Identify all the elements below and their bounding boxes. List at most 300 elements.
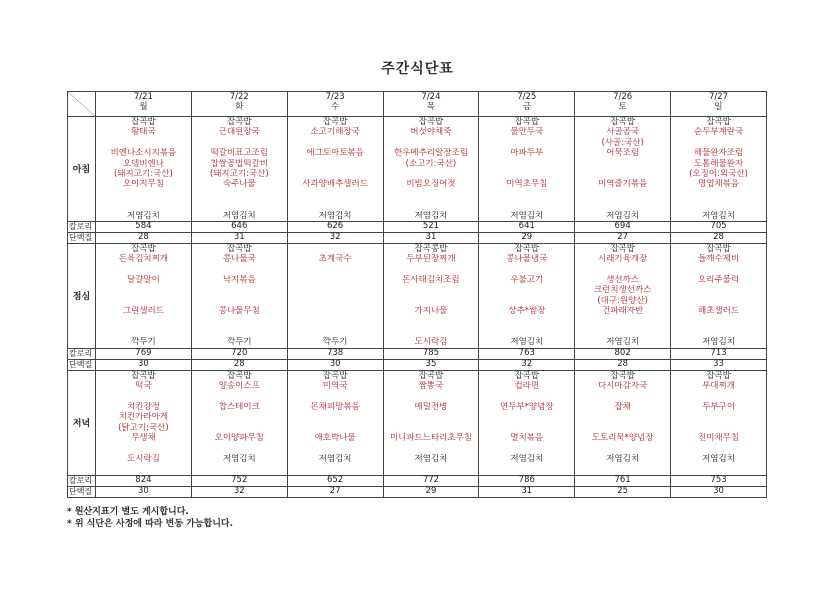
menu-cell <box>96 117 192 222</box>
day-name: 금 <box>522 102 531 112</box>
menu-cell <box>96 370 192 475</box>
menu-item <box>384 412 479 422</box>
protein-value: 31 <box>383 232 479 243</box>
menu-item: 잡곡밥 <box>706 117 731 127</box>
menu-item: 저염김치 <box>606 210 640 221</box>
protein-value: 35 <box>383 359 479 370</box>
menu-item <box>384 296 479 306</box>
menu-item: 미역초무침 <box>506 179 548 190</box>
menu-item <box>384 265 479 275</box>
menu-item <box>288 423 383 433</box>
menu-item: 저염김치 <box>606 337 640 348</box>
menu-item <box>288 327 383 337</box>
menu-item: 잡곡밥 <box>610 243 635 254</box>
menu-item <box>575 190 670 200</box>
menu-item: (소고기:국산) <box>405 158 457 169</box>
calorie-label: 칼로리 <box>68 475 96 486</box>
protein-value: 30 <box>96 359 192 370</box>
calorie-label: 칼로리 <box>68 348 96 359</box>
menu-item: 잡곡밥 <box>226 243 252 254</box>
menu-item <box>575 423 670 433</box>
menu-item <box>479 159 574 169</box>
menu-item <box>96 285 191 295</box>
menu-item: (사골:국산) <box>601 137 644 148</box>
menu-item <box>671 138 766 148</box>
menu-item: 잡곡밥 <box>610 117 635 127</box>
menu-cell <box>383 117 479 222</box>
protein-value: 25 <box>575 486 671 497</box>
menu-item <box>671 423 766 433</box>
menu-item <box>96 296 191 306</box>
menu-item: 가지나물 <box>414 306 448 317</box>
menu-cell <box>287 117 383 222</box>
menu-item <box>671 317 766 327</box>
menu-item <box>479 296 574 306</box>
protein-row <box>68 486 767 497</box>
menu-item <box>671 412 766 422</box>
protein-value: 29 <box>479 232 575 243</box>
protein-value: 27 <box>287 486 383 497</box>
menu-item: 마파두부 <box>510 148 544 159</box>
menu-item <box>575 464 670 474</box>
menu-item: 오리주물럭 <box>698 275 740 286</box>
protein-value: 28 <box>575 359 671 370</box>
menu-cell <box>383 243 479 348</box>
menu-item <box>288 265 383 275</box>
menu-item <box>575 265 670 275</box>
menu-item <box>96 317 191 327</box>
menu-item: 저염김치 <box>510 453 544 464</box>
calorie-value: 786 <box>479 475 575 486</box>
menu-item <box>384 285 479 295</box>
menu-item <box>288 392 383 402</box>
menu-item: 잡곡밥 <box>610 370 635 381</box>
menu-item <box>192 317 287 327</box>
menu-item: 상추*쌈장 <box>508 306 546 317</box>
calorie-value: 752 <box>191 475 287 486</box>
menu-item: (돼지고기:국산) <box>114 168 173 179</box>
menu-item <box>384 464 479 474</box>
menu-item <box>671 464 766 474</box>
calorie-row <box>68 475 767 486</box>
menu-item <box>479 464 574 474</box>
menu-item <box>479 327 574 337</box>
menu-item <box>479 444 574 454</box>
day-name: 수 <box>331 102 340 112</box>
menu-item <box>96 190 191 200</box>
protein-value: 31 <box>191 232 287 243</box>
menu-item: 잡곡밥 <box>131 243 156 254</box>
menu-item: 잡곡밥 <box>226 370 252 381</box>
menu-item: 연두부*양념장 <box>500 401 554 412</box>
menu-item: 잡채 <box>614 401 631 412</box>
menu-item: 오이지무침 <box>122 179 164 190</box>
menu-item: 잡곡밥 <box>418 370 444 381</box>
weekly-menu-table <box>67 91 767 498</box>
menu-cell <box>575 117 671 222</box>
menu-item: 근대된장국 <box>218 127 260 138</box>
menu-item <box>384 200 479 210</box>
menu-item <box>288 285 383 295</box>
menu-item: 부대찌개 <box>702 381 735 392</box>
menu-item: (대구:원양산) <box>597 295 648 306</box>
day-name: 목 <box>426 102 436 112</box>
menu-item <box>575 392 670 402</box>
menu-item <box>384 392 479 402</box>
menu-item <box>192 285 287 295</box>
menu-item <box>671 392 766 402</box>
calorie-row <box>68 221 767 232</box>
meal-row <box>68 243 767 348</box>
menu-item <box>96 392 191 402</box>
protein-value: 31 <box>479 486 575 497</box>
menu-item: 저염김치 <box>318 210 352 221</box>
menu-item <box>192 423 287 433</box>
menu-item: 사과양배추샐러드 <box>302 179 368 190</box>
menu-item: 치킨가라아게 <box>118 412 169 423</box>
menu-cell <box>287 243 383 348</box>
menu-item: 숙주나물 <box>222 179 256 190</box>
menu-item <box>288 306 383 316</box>
calorie-value: 720 <box>191 348 287 359</box>
menu-item <box>96 327 191 337</box>
protein-value: 29 <box>383 486 479 497</box>
menu-item: 콩나물국 <box>222 254 256 265</box>
day-name: 화 <box>235 102 244 112</box>
day-name: 토 <box>618 102 627 112</box>
menu-item: 생선까스 <box>606 275 640 286</box>
menu-item <box>479 200 574 210</box>
menu-item <box>479 169 574 179</box>
calorie-value: 705 <box>671 221 767 232</box>
menu-item: 사골곰국 <box>606 127 640 138</box>
menu-item <box>288 190 383 200</box>
menu-item <box>575 159 670 169</box>
menu-item <box>479 138 574 148</box>
menu-cell <box>671 117 767 222</box>
menu-item: 크런치생선까스 <box>593 285 652 296</box>
menu-item: 잡곡콩밥 <box>414 243 448 254</box>
day-header <box>671 92 767 117</box>
day-header <box>383 92 479 117</box>
menu-item <box>192 464 287 474</box>
menu-cell <box>191 370 287 475</box>
menu-item: 저염김치 <box>414 210 448 221</box>
day-date: 7/24 <box>421 92 441 102</box>
menu-item <box>575 169 670 179</box>
menu-item <box>288 169 383 179</box>
menu-item <box>192 265 287 275</box>
menu-cell <box>479 117 575 222</box>
menu-item <box>192 412 287 422</box>
protein-value: 27 <box>575 232 671 243</box>
protein-value: 32 <box>287 232 383 243</box>
menu-item: 양송이스프 <box>218 381 260 392</box>
protein-row <box>68 359 767 370</box>
menu-item: 저염김치 <box>702 210 735 221</box>
menu-item <box>384 423 479 433</box>
menu-item: 돈육김치찌개 <box>118 254 169 265</box>
menu-item: 잡곡밥 <box>322 117 348 127</box>
calorie-value: 761 <box>575 475 671 486</box>
menu-item <box>288 275 383 285</box>
calorie-value: 646 <box>191 221 287 232</box>
menu-item: 깍두기 <box>226 337 252 348</box>
menu-item: 순두부계란국 <box>693 127 744 138</box>
menu-item: 잡곡밥 <box>226 117 252 127</box>
menu-item: 무생채 <box>131 433 156 444</box>
menu-item: 멸치볶음 <box>510 433 544 444</box>
menu-item <box>96 265 191 275</box>
protein-value: 32 <box>479 359 575 370</box>
day-header <box>191 92 287 117</box>
menu-item: 저염김치 <box>222 453 256 464</box>
menu-item: 건파래자반 <box>602 306 644 317</box>
menu-item: 다시마감자국 <box>598 381 648 392</box>
menu-item: 저염김치 <box>510 337 544 348</box>
menu-cell <box>96 243 192 348</box>
day-date: 7/27 <box>708 92 729 102</box>
menu-item: 그린샐러드 <box>122 306 164 317</box>
menu-item: 잡곡밥 <box>514 243 540 254</box>
menu-item: 잡곡밥 <box>418 117 444 127</box>
day-date: 7/25 <box>517 92 537 102</box>
menu-item: 잡곡밥 <box>706 370 731 381</box>
menu-item <box>384 444 479 454</box>
menu-item: 찹쌀공법떡갈비 <box>210 158 268 169</box>
menu-item: 깍두기 <box>131 337 156 348</box>
calorie-value: 772 <box>383 475 479 486</box>
menu-item <box>288 444 383 454</box>
menu-item: 돈채피망볶음 <box>310 401 360 412</box>
menu-item: 오뎅비엔나 <box>122 158 164 169</box>
protein-row <box>68 232 767 243</box>
menu-item: 잡곡밥 <box>514 370 540 381</box>
meal-row <box>68 370 767 475</box>
calorie-value: 641 <box>479 221 575 232</box>
menu-item <box>671 190 766 200</box>
menu-item <box>479 190 574 200</box>
menu-item <box>192 392 287 402</box>
menu-item <box>671 327 766 337</box>
menu-item: 들깨수제비 <box>698 254 740 265</box>
menu-item: 저염김치 <box>702 337 735 348</box>
day-name: 일 <box>714 102 723 112</box>
menu-item <box>479 392 574 402</box>
menu-item <box>479 265 574 275</box>
day-name: 월 <box>139 102 148 112</box>
calorie-value: 626 <box>287 221 383 232</box>
meal-label: 저녁 <box>68 370 96 475</box>
calorie-value: 652 <box>287 475 383 486</box>
calorie-value: 521 <box>383 221 479 232</box>
calorie-value: 824 <box>96 475 192 486</box>
menu-item: 진미채무침 <box>698 433 740 444</box>
menu-item <box>671 296 766 306</box>
menu-cell <box>671 370 767 475</box>
menu-item <box>671 200 766 210</box>
protein-label: 단백질 <box>68 359 96 370</box>
menu-item <box>575 200 670 210</box>
menu-item <box>575 412 670 422</box>
menu-item: 버섯야채죽 <box>410 127 452 138</box>
menu-cell <box>479 243 575 348</box>
menu-item <box>192 327 287 337</box>
menu-item: 비빔오징어젓 <box>406 179 456 190</box>
menu-item <box>288 138 383 148</box>
menu-item <box>384 317 479 327</box>
menu-item <box>671 265 766 275</box>
menu-item: 저염김치 <box>606 453 640 464</box>
menu-item <box>575 317 670 327</box>
menu-item <box>288 296 383 306</box>
menu-item <box>96 200 191 210</box>
menu-item: 떡국 <box>135 381 152 392</box>
meal-label: 아침 <box>68 117 96 222</box>
menu-item: 두부구이 <box>702 401 735 412</box>
menu-item: 미역국 <box>322 381 348 392</box>
menu-item: 에그토마토볶음 <box>306 148 364 159</box>
menu-item: 황태국 <box>131 127 156 138</box>
calorie-value: 694 <box>575 221 671 232</box>
menu-item: 비엔나소시지볶음 <box>110 148 177 159</box>
calorie-value: 763 <box>479 348 575 359</box>
calorie-value: 802 <box>575 348 671 359</box>
menu-item <box>288 200 383 210</box>
menu-item: 잡곡밥 <box>322 370 348 381</box>
menu-item: (돼지고기:국산) <box>209 168 269 179</box>
menu-item <box>288 244 383 254</box>
menu-item <box>479 412 574 422</box>
menu-item <box>96 464 191 474</box>
menu-item: 우불고기 <box>510 275 544 286</box>
calorie-value: 753 <box>671 475 767 486</box>
menu-item: 도톰해물완자 <box>693 158 744 169</box>
menu-item: 초계국수 <box>318 254 352 265</box>
menu-item: 컵라면 <box>514 381 540 392</box>
menu-item: (오징어:외국산) <box>689 168 748 179</box>
menu-item <box>384 138 479 148</box>
protein-value: 28 <box>96 232 192 243</box>
menu-item: 한우메추리알장조림 <box>394 148 468 159</box>
menu-item <box>192 296 287 306</box>
menu-item <box>288 159 383 169</box>
menu-item: 메밀전병 <box>414 401 448 412</box>
calorie-row <box>68 348 767 359</box>
menu-item: 저염김치 <box>702 453 735 464</box>
meal-row <box>68 117 767 222</box>
day-date: 7/23 <box>325 92 345 102</box>
protein-value: 30 <box>96 486 192 497</box>
protein-label: 단백질 <box>68 232 96 243</box>
menu-item: 잡곡밥 <box>514 117 540 127</box>
menu-item: 돈사태김치조림 <box>402 275 460 286</box>
protein-value: 33 <box>671 359 767 370</box>
calorie-value: 713 <box>671 348 767 359</box>
protein-label: 단백질 <box>68 486 96 497</box>
day-header <box>287 92 383 117</box>
menu-item <box>479 423 574 433</box>
menu-item <box>96 138 191 148</box>
menu-item: 저염김치 <box>222 210 256 221</box>
menu-cell <box>383 370 479 475</box>
menu-item: (닭고기:국산) <box>118 422 169 433</box>
menu-item: 찹스테이크 <box>218 401 260 412</box>
menu-item <box>288 317 383 327</box>
day-date: 7/26 <box>613 92 633 102</box>
protein-value: 30 <box>671 486 767 497</box>
menu-item: 떡갈비표고조림 <box>210 148 268 159</box>
calorie-value: 769 <box>96 348 192 359</box>
menu-item: 도토리묵*양념장 <box>591 433 654 444</box>
menu-item <box>192 190 287 200</box>
calorie-value: 584 <box>96 221 192 232</box>
calorie-value: 785 <box>383 348 479 359</box>
menu-item: 저염김치 <box>414 453 448 464</box>
menu-item: 오이양파무침 <box>214 433 264 444</box>
menu-item <box>479 317 574 327</box>
menu-item <box>192 138 287 148</box>
notes <box>67 506 233 530</box>
menu-item: 물만두국 <box>510 127 544 138</box>
menu-item <box>479 285 574 295</box>
note-origin: * 원산지표기 별도 게시합니다. <box>67 507 189 517</box>
menu-item: 달걀말이 <box>126 275 160 286</box>
day-date: 7/21 <box>133 92 153 102</box>
menu-item: 소고기해장국 <box>310 127 360 138</box>
menu-item: 저염김치 <box>318 453 352 464</box>
note-change: * 위 식단은 사정에 따라 변동 가능합니다. <box>67 519 234 529</box>
menu-item: 미역줄기볶음 <box>598 179 648 190</box>
calorie-label: 칼로리 <box>68 221 96 232</box>
menu-item: 잡곡밥 <box>706 243 731 254</box>
menu-item <box>384 327 479 337</box>
menu-item <box>288 464 383 474</box>
corner-cell <box>68 92 96 117</box>
menu-item <box>384 190 479 200</box>
menu-item <box>384 169 479 179</box>
day-header <box>479 92 575 117</box>
menu-item: 콩나물냉국 <box>506 254 548 265</box>
menu-cell <box>575 243 671 348</box>
menu-cell <box>191 117 287 222</box>
menu-item: 저염김치 <box>126 210 160 221</box>
menu-item: 잡곡밥 <box>131 370 156 381</box>
menu-cell <box>479 370 575 475</box>
menu-item: 치킨강정 <box>126 401 160 412</box>
menu-item: 어묵조림 <box>606 148 640 159</box>
menu-item: 두부된장찌개 <box>406 254 456 265</box>
menu-item: 저염김치 <box>510 210 544 221</box>
menu-item <box>192 200 287 210</box>
menu-cell <box>671 243 767 348</box>
menu-item: 잡곡밥 <box>131 117 156 127</box>
menu-item: 미니파드느타리초무침 <box>389 433 473 444</box>
protein-value: 28 <box>191 359 287 370</box>
menu-item <box>671 285 766 295</box>
page-title: 주간식단표 <box>381 61 454 77</box>
day-header <box>575 92 671 117</box>
menu-item: 시래기육개장 <box>598 254 648 265</box>
header-row <box>68 92 767 117</box>
menu-item: 깍두기 <box>322 337 348 348</box>
menu-item <box>192 444 287 454</box>
protein-value: 28 <box>671 232 767 243</box>
menu-item <box>96 444 191 454</box>
meal-label: 점심 <box>68 243 96 348</box>
menu-item: 콩나물무침 <box>218 306 260 317</box>
protein-value: 30 <box>287 359 383 370</box>
